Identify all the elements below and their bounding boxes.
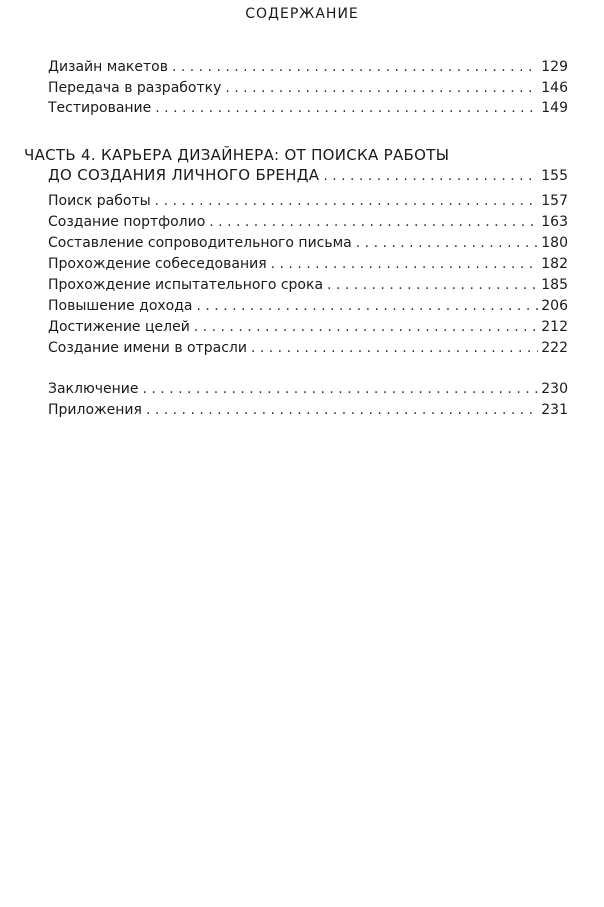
- dot-leader: [271, 255, 539, 273]
- toc-entry-title: Повышение дохода: [48, 298, 193, 314]
- part-heading-line1[interactable]: ЧАСТЬ 4. КАРЬЕРА ДИЗАЙНЕРА: ОТ ПОИСКА РАБОТЫ: [24, 146, 450, 164]
- dot-leader: [323, 167, 538, 185]
- toc-entry-title: Создание имени в отрасли: [48, 340, 247, 356]
- toc-entry-title: Тестирование: [48, 100, 152, 116]
- toc-entry-title: Достижение целей: [48, 319, 190, 335]
- toc-entry-goals[interactable]: [48, 318, 568, 336]
- dot-leader: [172, 58, 538, 76]
- toc-entry-page: 163: [541, 214, 568, 230]
- toc-entry-conclusion[interactable]: [48, 380, 568, 398]
- toc-entry-title: Передача в разработку: [48, 80, 222, 96]
- toc-entry-interview[interactable]: [48, 255, 568, 273]
- dot-leader: [356, 234, 539, 252]
- toc-entry-page: 206: [541, 298, 568, 314]
- toc-entry-title: Поиск работы: [48, 193, 151, 209]
- toc-entry-page: 157: [541, 193, 568, 209]
- dot-leader: [143, 380, 539, 398]
- toc-entry-handoff[interactable]: [48, 79, 568, 97]
- toc-entry-page: 222: [541, 340, 568, 356]
- toc-entry-income[interactable]: [48, 297, 568, 315]
- toc-entry-design-layouts[interactable]: [48, 58, 568, 76]
- toc-entry-cover-letter[interactable]: [48, 234, 568, 252]
- part-heading-line2[interactable]: [48, 166, 568, 185]
- toc-entry-page: 129: [541, 59, 568, 75]
- dot-leader: [155, 99, 538, 117]
- toc-entry-portfolio[interactable]: [48, 213, 568, 231]
- dot-leader: [155, 192, 539, 210]
- toc-entry-page: 230: [541, 381, 568, 397]
- toc-entry-page: 149: [541, 100, 568, 116]
- dot-leader: [194, 318, 538, 336]
- toc-entry-title: Прохождение испытательного срока: [48, 277, 324, 293]
- toc-entry-probation[interactable]: [48, 276, 568, 294]
- toc-entry-page: 231: [541, 402, 568, 418]
- dot-leader: [327, 276, 538, 294]
- toc-entry-page: 180: [541, 235, 568, 251]
- toc-entry-title: Создание портфолио: [48, 214, 206, 230]
- toc-entry-appendices[interactable]: [48, 401, 568, 419]
- toc-entry-industry-name[interactable]: [48, 339, 568, 357]
- dot-leader: [209, 213, 538, 231]
- toc-entry-page: 212: [541, 319, 568, 335]
- toc-entry-page: 185: [541, 277, 568, 293]
- toc-entry-title: Дизайн макетов: [48, 59, 168, 75]
- toc-entry-job-search[interactable]: [48, 192, 568, 210]
- page-title: СОДЕРЖАНИЕ: [245, 6, 359, 22]
- toc-entry-page: 182: [541, 256, 568, 272]
- part-heading-title: ДО СОЗДАНИЯ ЛИЧНОГО БРЕНДА: [48, 166, 320, 184]
- toc-entry-title: Заключение: [48, 381, 139, 397]
- toc-entry-page: 146: [541, 80, 568, 96]
- toc-entry-title: Прохождение собеседования: [48, 256, 267, 272]
- toc-entry-testing[interactable]: [48, 99, 568, 117]
- dot-leader: [251, 339, 538, 357]
- dot-leader: [197, 297, 539, 315]
- toc-entry-title: Приложения: [48, 402, 142, 418]
- toc-entry-title: Составление сопроводительного письма: [48, 235, 352, 251]
- dot-leader: [225, 79, 538, 97]
- part-heading-page: 155: [541, 168, 568, 184]
- dot-leader: [146, 401, 538, 419]
